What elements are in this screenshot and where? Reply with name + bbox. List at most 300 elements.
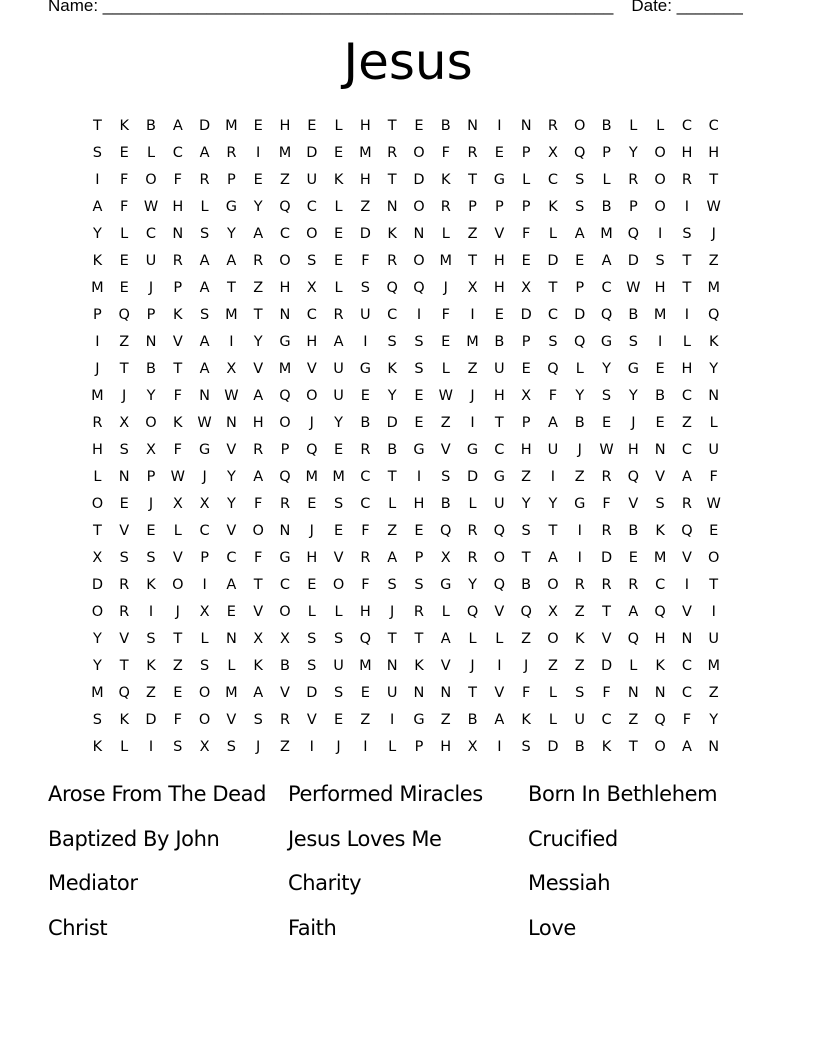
grid-letter[interactable]: T xyxy=(494,415,504,431)
grid-letter[interactable]: J xyxy=(148,280,154,296)
grid-letter[interactable]: C xyxy=(199,523,210,539)
grid-letter[interactable]: G xyxy=(600,334,613,350)
grid-letter[interactable]: R xyxy=(199,172,210,188)
grid-letter[interactable]: M xyxy=(225,685,238,701)
grid-letter[interactable]: J xyxy=(336,739,341,755)
grid-letter[interactable]: E xyxy=(709,523,719,539)
grid-letter[interactable]: V xyxy=(119,631,130,647)
grid-letter[interactable]: V xyxy=(601,631,612,647)
grid-letter[interactable]: F xyxy=(441,307,450,323)
grid-letter[interactable]: L xyxy=(200,631,209,647)
grid-letter[interactable]: O xyxy=(413,145,425,161)
grid-letter[interactable]: B xyxy=(440,496,451,512)
grid-letter[interactable]: U xyxy=(333,388,344,404)
grid-letter[interactable]: Q xyxy=(118,685,130,701)
grid-letter[interactable]: Q xyxy=(118,307,130,323)
grid-letter[interactable]: E xyxy=(119,280,129,296)
grid-letter[interactable]: Q xyxy=(466,604,479,620)
grid-letter[interactable]: C xyxy=(681,685,692,701)
grid-letter[interactable]: A xyxy=(253,469,264,485)
grid-letter[interactable]: B xyxy=(360,415,371,431)
grid-letter[interactable]: I xyxy=(95,172,100,188)
grid-letter[interactable]: S xyxy=(199,307,210,323)
grid-letter[interactable]: Q xyxy=(279,199,291,215)
grid-letter[interactable]: K xyxy=(146,658,156,674)
grid-letter[interactable]: R xyxy=(360,442,371,458)
grid-letter[interactable]: H xyxy=(493,253,505,269)
grid-letter[interactable]: X xyxy=(467,280,478,296)
grid-letter[interactable]: B xyxy=(280,658,290,674)
grid-letter[interactable]: L xyxy=(173,523,182,539)
grid-letter[interactable]: H xyxy=(413,496,425,512)
grid-letter[interactable]: L xyxy=(548,226,557,242)
grid-letter[interactable]: Q xyxy=(493,577,506,593)
grid-letter[interactable]: T xyxy=(253,577,263,593)
grid-letter[interactable]: O xyxy=(198,685,211,701)
grid-letter[interactable]: T xyxy=(468,253,477,269)
grid-letter[interactable]: B xyxy=(146,118,156,134)
grid-letter[interactable]: G xyxy=(413,712,425,728)
grid-letter[interactable]: Q xyxy=(627,631,640,647)
grid-letter[interactable]: K xyxy=(708,334,719,350)
grid-letter[interactable]: I xyxy=(497,118,502,134)
grid-letter[interactable]: E xyxy=(414,118,424,134)
grid-letter[interactable]: C xyxy=(172,145,183,161)
grid-letter[interactable]: R xyxy=(92,415,103,431)
grid-letter[interactable]: M xyxy=(653,550,667,566)
grid-letter[interactable]: R xyxy=(574,577,585,593)
grid-letter[interactable]: M xyxy=(91,685,104,701)
grid-letter[interactable]: W xyxy=(143,199,159,215)
grid-letter[interactable]: H xyxy=(708,145,720,161)
grid-letter[interactable]: T xyxy=(602,604,611,620)
grid-letter[interactable]: C xyxy=(145,226,157,242)
grid-letter[interactable]: I xyxy=(470,307,475,323)
grid-letter[interactable]: O xyxy=(306,226,318,242)
grid-letter[interactable]: M xyxy=(466,334,479,350)
grid-letter[interactable]: Q xyxy=(279,469,291,485)
grid-letter[interactable]: M xyxy=(653,307,667,323)
grid-letter[interactable]: U xyxy=(494,361,505,377)
grid-letter[interactable]: X xyxy=(306,280,317,296)
grid-letter[interactable]: V xyxy=(440,658,451,674)
grid-letter[interactable]: O xyxy=(654,739,666,755)
grid-letter[interactable]: M xyxy=(707,658,720,674)
grid-letter[interactable]: T xyxy=(521,550,531,566)
grid-letter[interactable]: C xyxy=(681,442,692,458)
grid-letter[interactable]: S xyxy=(333,685,344,701)
grid-letter[interactable]: R xyxy=(467,145,478,161)
grid-letter[interactable]: J xyxy=(309,523,314,539)
grid-letter[interactable]: N xyxy=(627,685,639,701)
grid-letter[interactable]: V xyxy=(280,685,290,701)
grid-letter[interactable]: U xyxy=(708,631,720,647)
grid-letter[interactable]: O xyxy=(306,388,318,404)
grid-letter[interactable]: H xyxy=(252,415,264,431)
grid-letter[interactable]: Y xyxy=(602,361,611,377)
grid-letter[interactable]: I xyxy=(148,604,154,620)
grid-letter[interactable]: R xyxy=(279,496,291,512)
grid-letter[interactable]: Y xyxy=(226,469,236,485)
grid-letter[interactable]: Z xyxy=(280,739,290,755)
grid-letter[interactable]: I xyxy=(657,226,663,242)
grid-letter[interactable]: N xyxy=(118,469,130,485)
grid-letter[interactable]: N xyxy=(145,334,157,350)
grid-letter[interactable]: J xyxy=(711,226,716,242)
grid-letter[interactable]: T xyxy=(628,739,638,755)
grid-letter[interactable]: M xyxy=(359,658,372,674)
grid-letter[interactable]: T xyxy=(682,280,692,296)
grid-letter[interactable]: Y xyxy=(628,388,638,404)
grid-letter[interactable]: P xyxy=(468,199,477,215)
grid-letter[interactable]: L xyxy=(334,604,343,620)
grid-letter[interactable]: I xyxy=(416,307,422,323)
grid-letter[interactable]: Y xyxy=(226,226,236,242)
grid-letter[interactable]: J xyxy=(577,442,582,458)
grid-letter[interactable]: G xyxy=(466,442,479,458)
grid-letter[interactable]: V xyxy=(306,712,317,728)
grid-letter[interactable]: O xyxy=(91,604,104,620)
grid-letter[interactable]: J xyxy=(148,496,154,512)
grid-letter[interactable]: S xyxy=(387,334,397,350)
grid-letter[interactable]: C xyxy=(681,118,692,134)
grid-letter[interactable]: Z xyxy=(708,253,719,269)
grid-letter[interactable]: S xyxy=(575,685,585,701)
grid-letter[interactable]: B xyxy=(655,388,666,404)
grid-letter[interactable]: U xyxy=(386,685,398,701)
grid-letter[interactable]: R xyxy=(601,577,612,593)
grid-letter[interactable]: S xyxy=(199,226,210,242)
grid-letter[interactable]: Y xyxy=(92,658,102,674)
grid-letter[interactable]: H xyxy=(279,280,291,296)
grid-letter[interactable]: Q xyxy=(627,469,640,485)
grid-letter[interactable]: L xyxy=(441,361,450,377)
grid-letter[interactable]: R xyxy=(681,172,692,188)
grid-letter[interactable]: P xyxy=(280,442,290,458)
grid-letter[interactable]: N xyxy=(440,685,452,701)
grid-letter[interactable]: N xyxy=(708,388,720,404)
grid-letter[interactable]: E xyxy=(226,604,236,620)
grid-letter[interactable]: D xyxy=(386,415,398,431)
grid-letter[interactable]: A xyxy=(574,226,585,242)
grid-letter[interactable]: Z xyxy=(440,415,451,431)
grid-letter[interactable]: J xyxy=(631,415,636,431)
grid-letter[interactable]: Z xyxy=(119,334,130,350)
grid-letter[interactable]: G xyxy=(279,334,291,350)
grid-letter[interactable]: L xyxy=(468,631,477,647)
grid-letter[interactable]: D xyxy=(466,469,479,485)
grid-letter[interactable]: Q xyxy=(440,523,452,539)
grid-letter[interactable]: Y xyxy=(92,631,102,647)
grid-letter[interactable]: I xyxy=(470,415,475,431)
grid-letter[interactable]: H xyxy=(681,361,693,377)
grid-letter[interactable]: I xyxy=(148,739,154,755)
grid-letter[interactable]: D xyxy=(359,226,371,242)
grid-letter[interactable]: B xyxy=(628,523,639,539)
grid-letter[interactable]: O xyxy=(332,577,345,593)
grid-letter[interactable]: S xyxy=(307,253,317,269)
grid-letter[interactable]: L xyxy=(548,685,557,701)
grid-letter[interactable]: A xyxy=(199,280,210,296)
grid-letter[interactable]: M xyxy=(600,226,613,242)
grid-letter[interactable]: V xyxy=(226,523,237,539)
grid-letter[interactable]: L xyxy=(522,172,531,188)
grid-letter[interactable]: J xyxy=(309,415,314,431)
grid-letter[interactable]: W xyxy=(438,388,453,404)
grid-letter[interactable]: F xyxy=(521,685,531,701)
grid-letter[interactable]: S xyxy=(548,334,558,350)
grid-letter[interactable]: K xyxy=(146,577,156,593)
grid-letter[interactable]: N xyxy=(708,739,720,755)
grid-letter[interactable]: O xyxy=(413,199,425,215)
grid-letter[interactable]: E xyxy=(173,685,183,701)
grid-letter[interactable]: R xyxy=(547,118,558,134)
grid-letter[interactable]: S xyxy=(173,739,183,755)
grid-letter[interactable]: X xyxy=(467,739,478,755)
grid-letter[interactable]: S xyxy=(119,442,129,458)
grid-letter[interactable]: L xyxy=(227,658,236,674)
grid-letter[interactable]: O xyxy=(279,253,291,269)
grid-letter[interactable]: J xyxy=(256,739,261,755)
grid-letter[interactable]: H xyxy=(627,442,639,458)
grid-letter[interactable]: O xyxy=(547,631,559,647)
grid-letter[interactable]: L xyxy=(93,469,102,485)
grid-letter[interactable]: P xyxy=(494,199,504,215)
grid-letter[interactable]: K xyxy=(655,658,665,674)
grid-letter[interactable]: F xyxy=(173,172,182,188)
grid-letter[interactable]: M xyxy=(359,145,372,161)
grid-letter[interactable]: N xyxy=(199,388,211,404)
grid-letter[interactable]: X xyxy=(547,145,558,161)
grid-letter[interactable]: M xyxy=(305,469,319,485)
grid-letter[interactable]: P xyxy=(628,199,638,215)
grid-letter[interactable]: E xyxy=(333,442,344,458)
grid-letter[interactable]: H xyxy=(91,442,103,458)
grid-letter[interactable]: V xyxy=(494,226,505,242)
grid-letter[interactable]: T xyxy=(119,658,129,674)
grid-letter[interactable]: S xyxy=(387,577,397,593)
grid-letter[interactable]: E xyxy=(333,253,344,269)
grid-letter[interactable]: C xyxy=(279,577,291,593)
grid-letter[interactable]: T xyxy=(387,118,397,134)
grid-letter[interactable]: L xyxy=(575,361,584,377)
grid-letter[interactable]: N xyxy=(413,226,425,242)
grid-letter[interactable]: F xyxy=(602,496,611,512)
grid-letter[interactable]: J xyxy=(175,604,180,620)
grid-letter[interactable]: L xyxy=(120,226,129,242)
grid-letter[interactable]: N xyxy=(172,226,184,242)
grid-letter[interactable]: R xyxy=(360,550,371,566)
grid-letter[interactable]: M xyxy=(91,388,104,404)
grid-letter[interactable]: T xyxy=(387,469,397,485)
grid-letter[interactable]: Z xyxy=(172,658,183,674)
grid-letter[interactable]: K xyxy=(119,118,129,134)
grid-letter[interactable]: G xyxy=(440,577,452,593)
grid-letter[interactable]: V xyxy=(253,604,264,620)
grid-letter[interactable]: I xyxy=(256,145,261,161)
grid-letter[interactable]: K xyxy=(521,712,531,728)
grid-letter[interactable]: H xyxy=(306,550,318,566)
grid-letter[interactable]: M xyxy=(91,280,104,296)
grid-letter[interactable]: I xyxy=(497,739,502,755)
grid-letter[interactable]: Q xyxy=(708,307,720,323)
grid-letter[interactable]: P xyxy=(521,199,531,215)
grid-letter[interactable]: O xyxy=(574,118,586,134)
grid-letter[interactable]: L xyxy=(468,496,477,512)
grid-letter[interactable]: X xyxy=(172,496,183,512)
grid-letter[interactable]: T xyxy=(173,361,183,377)
grid-letter[interactable]: K xyxy=(173,307,183,323)
grid-letter[interactable]: Z xyxy=(146,685,156,701)
grid-letter[interactable]: D xyxy=(574,307,586,323)
grid-letter[interactable]: H xyxy=(493,388,505,404)
grid-letter[interactable]: V xyxy=(681,550,692,566)
grid-letter[interactable]: T xyxy=(92,118,102,134)
grid-letter[interactable]: R xyxy=(413,604,424,620)
grid-letter[interactable]: X xyxy=(146,442,156,458)
grid-letter[interactable]: K xyxy=(601,739,612,755)
grid-letter[interactable]: Y xyxy=(575,388,585,404)
grid-letter[interactable]: I xyxy=(309,739,314,755)
grid-letter[interactable]: X xyxy=(280,631,290,647)
grid-letter[interactable]: F xyxy=(120,172,129,188)
grid-letter[interactable]: S xyxy=(628,334,638,350)
grid-letter[interactable]: J xyxy=(95,361,100,377)
grid-letter[interactable]: P xyxy=(146,307,156,323)
grid-letter[interactable]: T xyxy=(709,577,719,593)
grid-letter[interactable]: I xyxy=(363,739,368,755)
grid-letter[interactable]: E xyxy=(307,577,317,593)
grid-letter[interactable]: D xyxy=(145,712,157,728)
grid-letter[interactable]: N xyxy=(681,631,693,647)
grid-letter[interactable]: U xyxy=(494,496,505,512)
grid-letter[interactable]: O xyxy=(145,415,157,431)
grid-letter[interactable]: R xyxy=(440,199,451,215)
grid-letter[interactable]: S xyxy=(146,550,156,566)
grid-letter[interactable]: G xyxy=(413,442,425,458)
grid-letter[interactable]: E xyxy=(494,145,504,161)
grid-letter[interactable]: R xyxy=(172,253,183,269)
grid-letter[interactable]: E xyxy=(333,712,344,728)
grid-letter[interactable]: V xyxy=(655,469,666,485)
grid-letter[interactable]: Q xyxy=(493,523,506,539)
grid-letter[interactable]: N xyxy=(520,118,532,134)
grid-letter[interactable]: A xyxy=(387,550,398,566)
grid-letter[interactable]: P xyxy=(521,334,531,350)
grid-letter[interactable]: Q xyxy=(654,604,666,620)
grid-letter[interactable]: R xyxy=(601,469,612,485)
grid-letter[interactable]: L xyxy=(629,118,638,134)
grid-letter[interactable]: C xyxy=(547,172,558,188)
grid-letter[interactable]: Z xyxy=(521,631,532,647)
grid-letter[interactable]: F xyxy=(173,712,182,728)
grid-letter[interactable]: V xyxy=(681,604,692,620)
grid-letter[interactable]: Y xyxy=(146,388,156,404)
grid-letter[interactable]: U xyxy=(574,712,586,728)
grid-letter[interactable]: A xyxy=(199,334,210,350)
grid-letter[interactable]: E xyxy=(119,145,129,161)
grid-letter[interactable]: Z xyxy=(547,658,558,674)
grid-letter[interactable]: F xyxy=(441,145,450,161)
grid-letter[interactable]: Z xyxy=(360,199,371,215)
grid-letter[interactable]: I xyxy=(684,307,690,323)
grid-letter[interactable]: L xyxy=(495,631,504,647)
grid-letter[interactable]: F xyxy=(361,577,370,593)
grid-letter[interactable]: E xyxy=(307,496,317,512)
grid-letter[interactable]: G xyxy=(493,469,505,485)
grid-letter[interactable]: S xyxy=(414,334,424,350)
grid-letter[interactable]: Z xyxy=(574,469,585,485)
grid-letter[interactable]: L xyxy=(602,172,611,188)
grid-letter[interactable]: U xyxy=(547,442,559,458)
grid-letter[interactable]: A xyxy=(333,334,344,350)
grid-letter[interactable]: E xyxy=(360,685,370,701)
grid-letter[interactable]: A xyxy=(628,604,639,620)
grid-letter[interactable]: I xyxy=(550,469,556,485)
grid-letter[interactable]: L xyxy=(682,334,691,350)
grid-letter[interactable]: C xyxy=(601,280,612,296)
grid-letter[interactable]: Y xyxy=(628,145,638,161)
grid-letter[interactable]: D xyxy=(627,253,639,269)
grid-letter[interactable]: J xyxy=(443,280,448,296)
grid-letter[interactable]: V xyxy=(628,496,639,512)
grid-letter[interactable]: N xyxy=(225,415,237,431)
grid-letter[interactable]: Z xyxy=(574,604,585,620)
grid-letter[interactable]: O xyxy=(252,523,264,539)
grid-letter[interactable]: W xyxy=(170,469,185,485)
grid-letter[interactable]: F xyxy=(173,442,182,458)
grid-letter[interactable]: P xyxy=(146,469,156,485)
grid-letter[interactable]: S xyxy=(146,631,156,647)
grid-letter[interactable]: L xyxy=(307,604,316,620)
grid-letter[interactable]: L xyxy=(388,496,397,512)
grid-letter[interactable]: T xyxy=(226,280,236,296)
grid-letter[interactable]: Q xyxy=(359,631,372,647)
grid-letter[interactable]: Z xyxy=(253,280,264,296)
grid-letter[interactable]: M xyxy=(439,253,453,269)
grid-letter[interactable]: O xyxy=(279,415,291,431)
grid-letter[interactable]: D xyxy=(600,658,613,674)
grid-letter[interactable]: A xyxy=(440,631,451,647)
grid-letter[interactable]: S xyxy=(414,361,424,377)
grid-letter[interactable]: H xyxy=(681,145,693,161)
grid-letter[interactable]: N xyxy=(279,307,291,323)
grid-letter[interactable]: K xyxy=(173,415,183,431)
grid-letter[interactable]: R xyxy=(628,172,639,188)
grid-letter[interactable]: N xyxy=(386,199,398,215)
grid-letter[interactable]: E xyxy=(655,415,665,431)
grid-letter[interactable]: O xyxy=(547,577,559,593)
grid-letter[interactable]: O xyxy=(654,145,666,161)
grid-letter[interactable]: G xyxy=(493,172,505,188)
grid-letter[interactable]: M xyxy=(278,145,292,161)
grid-letter[interactable]: C xyxy=(708,118,719,134)
grid-letter[interactable]: B xyxy=(467,712,478,728)
grid-letter[interactable]: K xyxy=(574,631,585,647)
grid-letter[interactable]: R xyxy=(628,577,639,593)
grid-letter[interactable]: J xyxy=(122,388,127,404)
grid-letter[interactable]: X xyxy=(521,280,532,296)
grid-letter[interactable]: C xyxy=(306,307,317,323)
grid-letter[interactable]: L xyxy=(548,712,557,728)
grid-letter[interactable]: A xyxy=(681,469,692,485)
grid-letter[interactable]: H xyxy=(520,442,532,458)
grid-letter[interactable]: V xyxy=(333,550,344,566)
grid-letter[interactable]: E xyxy=(494,307,504,323)
grid-letter[interactable]: I xyxy=(577,550,582,566)
grid-letter[interactable]: O xyxy=(413,253,425,269)
grid-letter[interactable]: X xyxy=(226,361,237,377)
